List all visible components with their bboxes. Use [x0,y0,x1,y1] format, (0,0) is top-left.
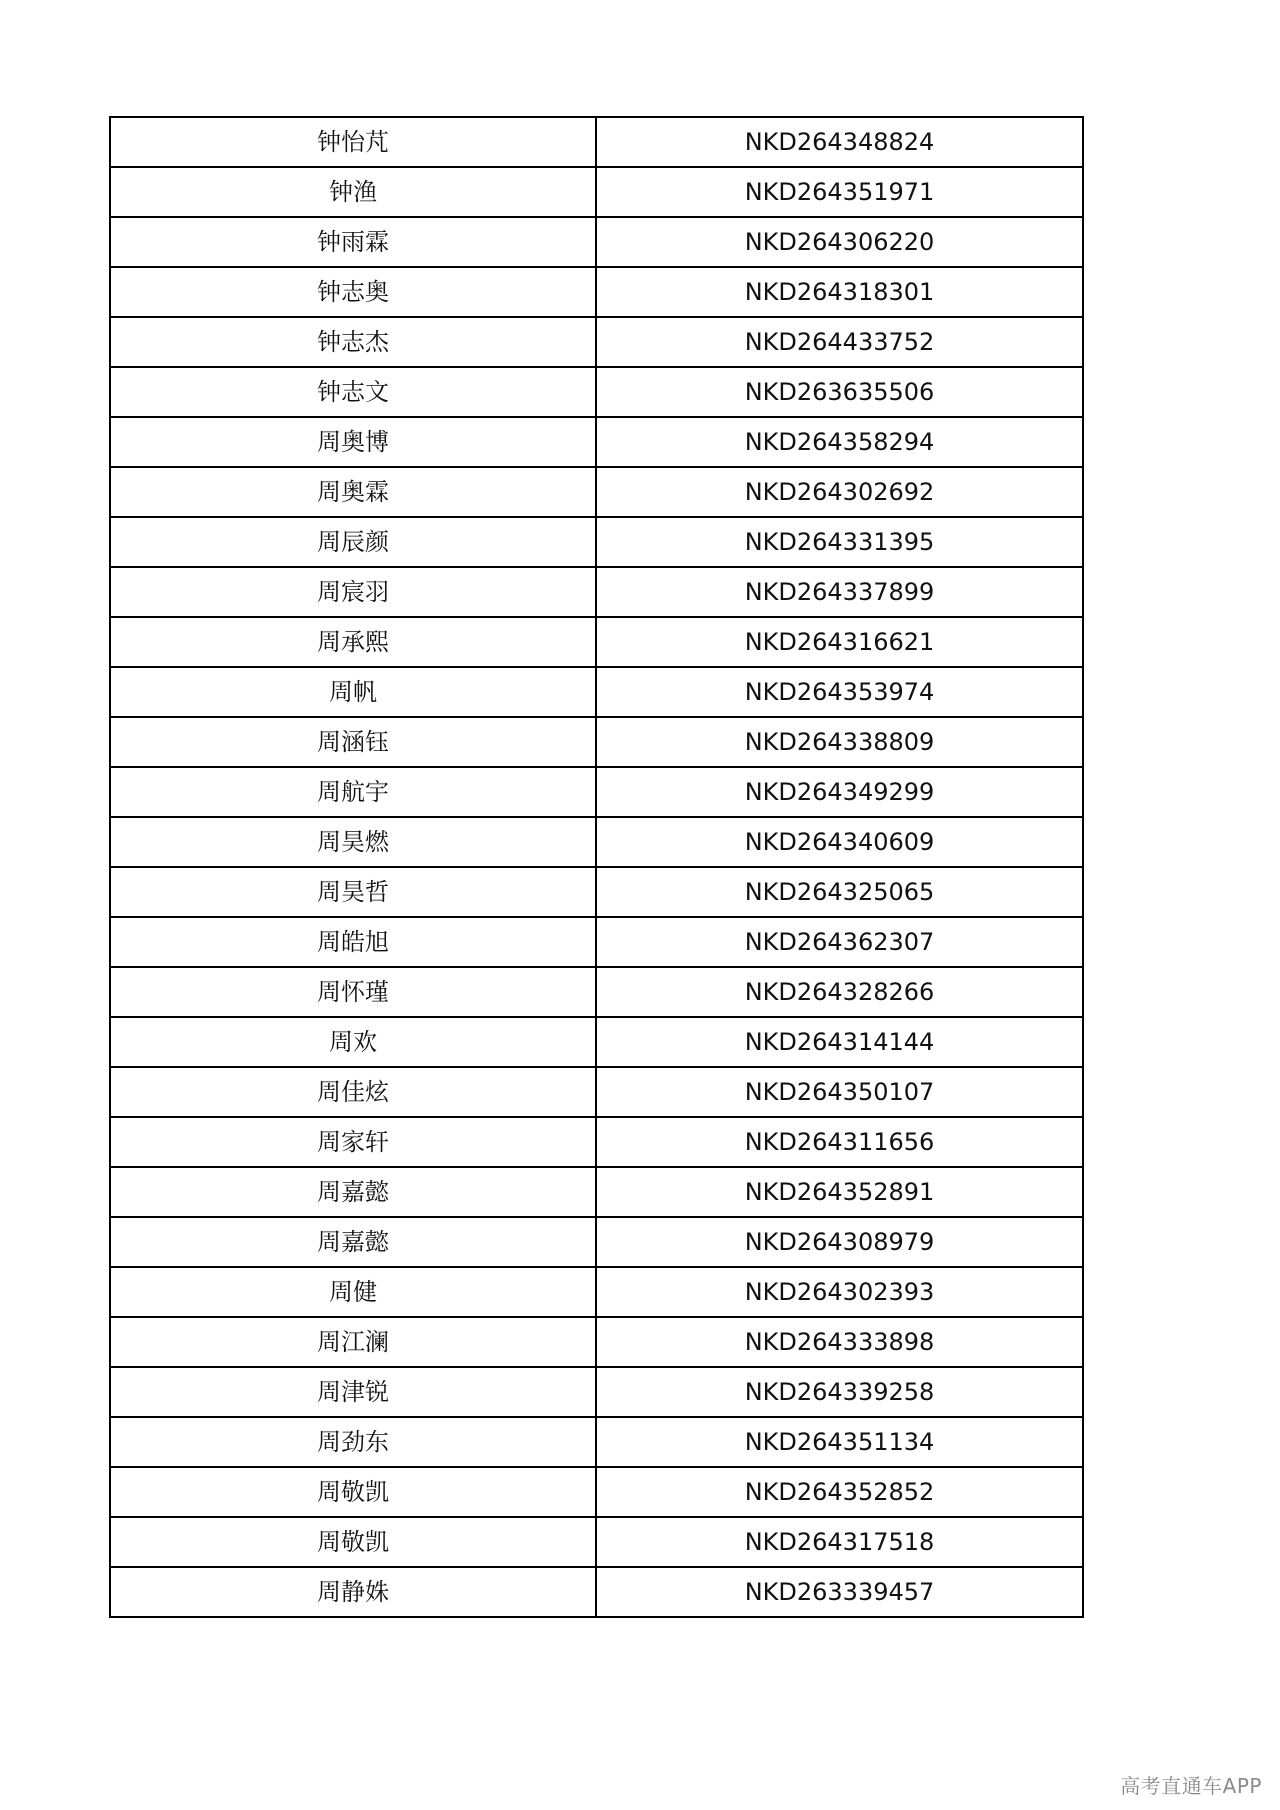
name-cell: 周昊燃 [110,817,596,867]
table-row [110,1217,1083,1267]
name-cell: 周辰颜 [110,517,596,567]
id-cell: NKD264311656 [596,1117,1083,1167]
id-cell: NKD264352891 [596,1167,1083,1217]
table-row [110,667,1083,717]
id-cell: NKD264314144 [596,1017,1083,1067]
id-cell: NKD264353974 [596,667,1083,717]
id-cell: NKD264338809 [596,717,1083,767]
name-cell: 钟志杰 [110,317,596,367]
id-cell: NKD264306220 [596,217,1083,267]
table-row [110,1567,1083,1617]
id-cell: NKD264348824 [596,117,1083,167]
table-row [110,317,1083,367]
id-cell: NKD264362307 [596,917,1083,967]
name-cell: 周敬凯 [110,1517,596,1567]
name-cell: 周静姝 [110,1567,596,1617]
id-cell: NKD264340609 [596,817,1083,867]
id-cell: NKD264349299 [596,767,1083,817]
id-cell: NKD263339457 [596,1567,1083,1617]
name-cell: 周健 [110,1267,596,1317]
name-cell: 周宸羽 [110,567,596,617]
table-row [110,867,1083,917]
table-row [110,1167,1083,1217]
name-cell: 周嘉懿 [110,1167,596,1217]
id-cell: NKD264351971 [596,167,1083,217]
name-cell: 周昊哲 [110,867,596,917]
name-cell: 钟雨霖 [110,217,596,267]
table-row [110,767,1083,817]
name-cell: 周航宇 [110,767,596,817]
name-cell: 周涵钰 [110,717,596,767]
name-cell: 周家轩 [110,1117,596,1167]
table-row [110,1517,1083,1567]
roster-table-body [110,117,1083,1617]
name-cell: 周嘉懿 [110,1217,596,1267]
table-row [110,267,1083,317]
name-cell: 周奥博 [110,417,596,467]
id-cell: NKD264350107 [596,1067,1083,1117]
watermark-text: 高考直通车APP [1120,1774,1262,1798]
id-cell: NKD264352852 [596,1467,1083,1517]
id-cell: NKD264333898 [596,1317,1083,1367]
id-cell: NKD264317518 [596,1517,1083,1567]
table-row [110,967,1083,1017]
table-row [110,217,1083,267]
name-cell: 周欢 [110,1017,596,1067]
table-row [110,717,1083,767]
id-cell: NKD264433752 [596,317,1083,367]
name-cell: 周怀瑾 [110,967,596,1017]
table-row [110,167,1083,217]
name-cell: 周津锐 [110,1367,596,1417]
table-row [110,1117,1083,1167]
id-cell: NKD264339258 [596,1367,1083,1417]
table-row [110,467,1083,517]
table-row [110,367,1083,417]
table-row [110,1267,1083,1317]
id-cell: NKD264308979 [596,1217,1083,1267]
name-cell: 周奥霖 [110,467,596,517]
table-row [110,567,1083,617]
name-cell: 钟渔 [110,167,596,217]
id-cell: NKD264318301 [596,267,1083,317]
table-row [110,917,1083,967]
id-cell: NKD264351134 [596,1417,1083,1467]
table-row [110,1467,1083,1517]
table-row [110,1067,1083,1117]
table-row [110,1317,1083,1367]
name-cell: 钟怡芃 [110,117,596,167]
id-cell: NKD264328266 [596,967,1083,1017]
id-cell: NKD264358294 [596,417,1083,467]
table-row [110,617,1083,667]
table-row [110,1417,1083,1467]
table-row [110,417,1083,467]
id-cell: NKD264316621 [596,617,1083,667]
name-cell: 周劲东 [110,1417,596,1467]
id-cell: NKD263635506 [596,367,1083,417]
name-cell: 钟志文 [110,367,596,417]
name-cell: 周敬凯 [110,1467,596,1517]
name-cell: 周江澜 [110,1317,596,1367]
name-cell: 周皓旭 [110,917,596,967]
id-cell: NKD264325065 [596,867,1083,917]
id-cell: NKD264302393 [596,1267,1083,1317]
table-row [110,117,1083,167]
id-cell: NKD264302692 [596,467,1083,517]
table-row [110,817,1083,867]
id-cell: NKD264331395 [596,517,1083,567]
id-cell: NKD264337899 [596,567,1083,617]
name-cell: 钟志奥 [110,267,596,317]
table-row [110,517,1083,567]
roster-table [109,116,1084,1618]
name-cell: 周帆 [110,667,596,717]
name-cell: 周佳炫 [110,1067,596,1117]
name-cell: 周承熙 [110,617,596,667]
table-row [110,1017,1083,1067]
table-row [110,1367,1083,1417]
